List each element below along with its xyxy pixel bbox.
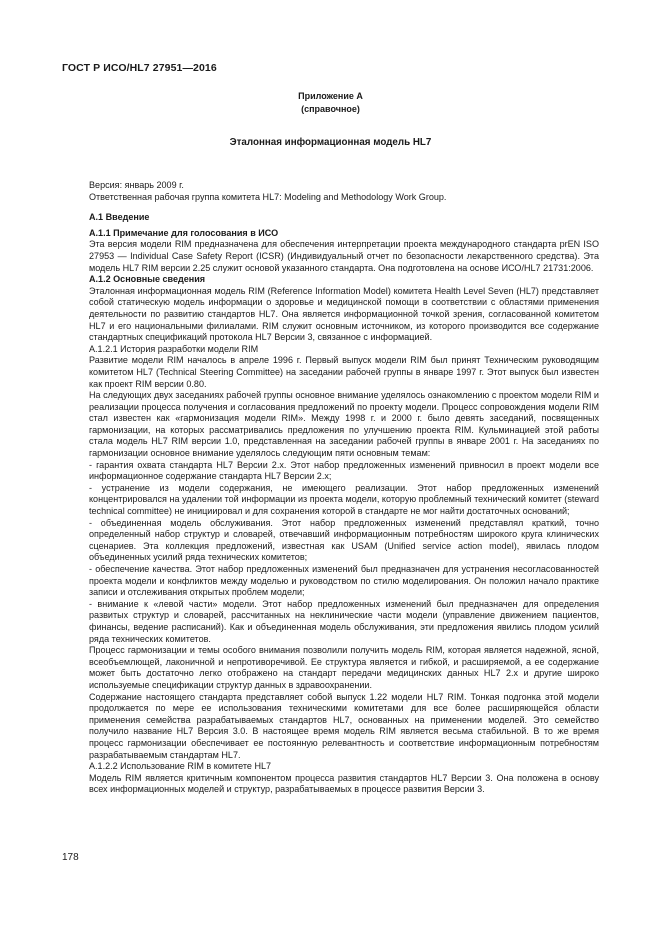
responsible-group-line: Ответственная рабочая группа комитета HL7: Modeling and Methodology Work Group. <box>89 191 447 202</box>
annex-heading <box>0 90 661 116</box>
page-number: 178 <box>62 852 79 863</box>
document-body <box>89 180 599 796</box>
annex-type: (справочное) <box>301 104 360 114</box>
paragraph-content: Содержание настоящего стандарта представляет собой выпуск 1.22 модели HL7 RIM. Тонкая подгонка этой модели продолжается по мере ее использования техническими комитетами для все более расширяющейся области применения семейства разрабатываемых стандартов HL7, основанных на применении моделей. Это семейство получило название HL7 Версия 3.0. В настоящее время модель RIM является весьма стабильной. В то же время процесс гармонизации обеспечивает ее постоянную релевантность и соответствие информационным потребностям разрабатываемым стандартам HL7. <box>89 691 599 760</box>
section-heading-a121: А.1.2.1 История разработки модели RIM <box>89 343 259 354</box>
paragraph-iso-note: Эта версия модели RIM предназначена для обеспечения интерпретации проекта международного стандарта prEN ISO 27953 — Individual Case Safety Report (ICSR) (Индивидуальный отчет по безопасности лекарственного средства). Эта модель HL7 RIM версии 2.25 служит основой указанного стандарта. Она подготовлена на основе ИСО/HL7 21731:2006. <box>89 239 599 273</box>
bullet-item: - объединенная модель обслуживания. Этот набор предложенных изменений представлял краткий, точно определенный набор структур и словарей, отвечавший информационным потребностям широкого круга клинических сценариев. Эта коллекция предложений, известная как USAM (Unified service action model), явилась плодом объединенных усилий ряда технических комитетов; <box>89 517 599 563</box>
standard-header: ГОСТ Р ИСО/HL7 27951—2016 <box>62 62 217 74</box>
paragraph-basic: Эталонная информационная модель RIM (Reference Information Model) комитета Health Level Seven (HL7) представляет собой статическую модель информации о здоровье и медицинской помощи в соответствии с областями применения деятельности по развитию стандартов HL7. Она является информационной точкой зрения, согласованной комитетом HL7 и его национальными филиалами. RIM служит основным источником, из которого производится все содержание стандартных спецификаций протокола HL7 Версии 3, связанное с информацией. <box>89 285 599 343</box>
section-heading-a11: А.1.1 Примечание для голосования в ИСО <box>89 227 279 238</box>
paragraph-history-1: Развитие модели RIM началось в апреле 1996 г. Первый выпуск модели RIM был принят Техническим руководящим комитетом HL7 (Technical Steering Committee) на заседании рабочей группы в январе 1997 г. Этот выпуск был известен как проект RIM версии 0.80. <box>89 355 599 389</box>
paragraph-use: Модель RIM является критичным компонентом процесса развития стандартов HL7 Версии 3. Она положена в основу всех информационных моделей и структур, разрабатываемых в процессе развития Версии 3. <box>89 772 599 795</box>
annex-title: Эталонная информационная модель HL7 <box>229 137 432 148</box>
paragraph-history-2: На следующих двух заседаниях рабочей группы основное внимание уделялось ознакомлению с проектом модели RIM и реализации процесса получения и согласования предложений по проекту модели. Процесс сопровождения модели RIM стал известен как «гармонизация модели RIM». Между 1998 г. и 2000 г. было девять заседаний, посвященных гармонизации, на которых рассматривались предложения по улучшению проекта RIM. Кульминацией этой работы стала модель HL7 RIM версии 1.0, представленная на заседании рабочей группы в январе 2001 г. На заседаниях по гармонизации основное внимание уделялось следующим пяти основным темам: <box>89 390 599 459</box>
section-heading-a12: А.1.2 Основные сведения <box>89 274 206 285</box>
annex-label: Приложение А <box>298 91 363 101</box>
section-heading-a122: А.1.2.2 Использование RIM в комитете HL7 <box>89 761 272 772</box>
bullet-item: - гарантия охвата стандарта HL7 Версии 2.х. Этот набор предложенных изменений привносил в проект модели все информационное содержание стандарта HL7 Версии 2.х; <box>89 459 599 482</box>
paragraph-harmonization: Процесс гармонизации и темы особого внимания позволили получить модель RIM, которая является надежной, ясной, всеобъемлющей, лаконичной и непротиворечивой. Ее структура является и гибкой, и расширяемой, а ее содержание может быть достаточно легко отображено на стандарт передачи медицинских данных HL7 2.х и другие широко используемые спецификации структур данных в здравоохранении. <box>89 645 599 690</box>
bullet-item: - обеспечение качества. Этот набор предложенных изменений был предназначен для устранения несогласованностей проекта модели и конфликтов между моделью и руководством по стилю моделирования. Он положил начало практике записи и отслеживания открытых проблем модели; <box>89 564 599 598</box>
version-line: Версия: январь 2009 г. <box>89 180 184 190</box>
bullet-item: - устранение из модели содержания, не имеющего реализации. Этот набор предложенных изменений концентрировался на удалении той информации из проекта модели, которую проблемный технический комитет (steward technical committee) не инициировал и для сохранения которой в стандарте не мог найти достаточных оснований; <box>89 482 599 517</box>
bullet-item: - внимание к «левой части» модели. Этот набор предложенных изменений был предназначен для определения развитых структур и словарей, рассчитанных на неклинические части модели (управление движением пациентов, финансы, ведение расписаний). Как и объединенная модель обслуживания, эти предложения явились плодом усилий ряда технических комитетов. <box>89 598 599 644</box>
section-heading-a1: А.1 Введение <box>89 212 150 223</box>
